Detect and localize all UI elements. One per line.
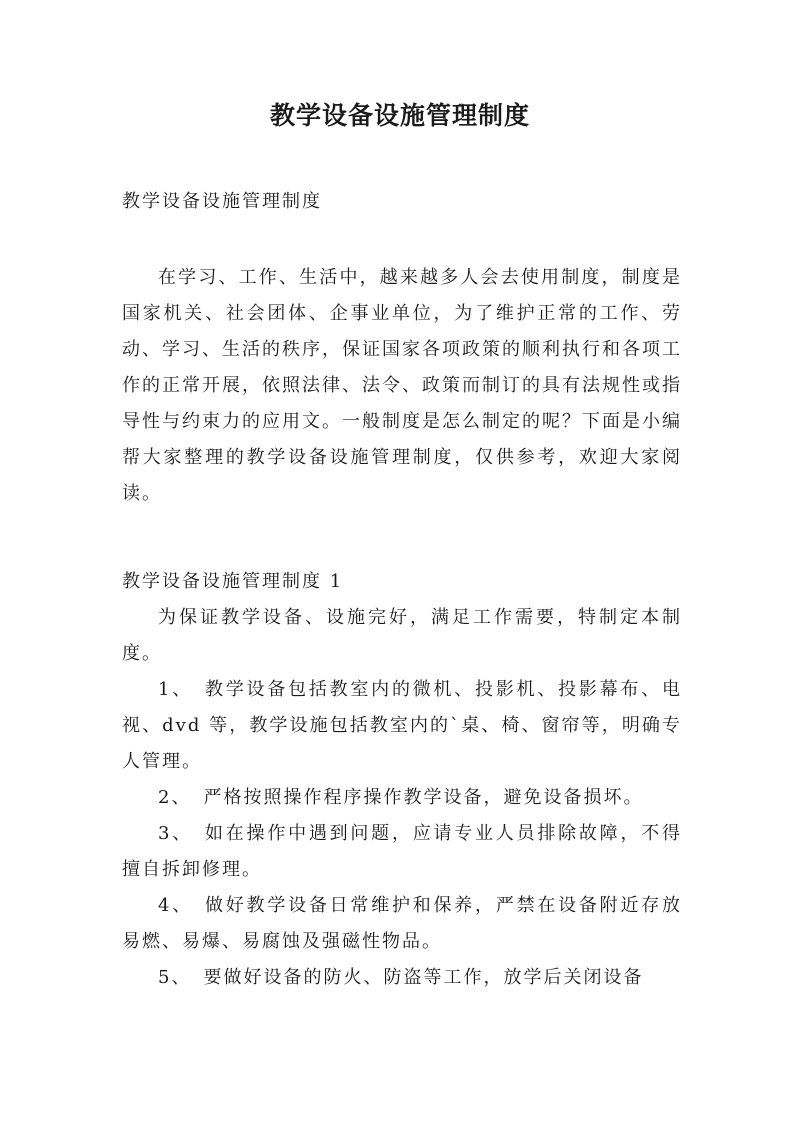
- list-item: [122, 780, 682, 816]
- list-item: [122, 888, 682, 960]
- list-item-number: 3、: [158, 823, 193, 844]
- list-item: [122, 672, 682, 780]
- intro-paragraph: 在学习、工作、生活中，越来越多人会去使用制度，制度是国家机关、社会团体、企事业单位，为了维护正常的工作、劳动、学习、生活的秩序，保证国家各项政策的顺利执行和各项工作的正常开展，依照法律、法令、政策而制订的具有法规性或指导性与约束力的应用文。一般制度是怎么制定的呢？下面是小编帮大家整理的教学设备设施管理制度，仅供参考，欢迎大家阅读。: [122, 267, 682, 504]
- document-title: 教学设备设施管理制度: [269, 101, 530, 130]
- section-lead-paragraph: 为保证教学设备、设施完好，满足工作需要，特制定本制度。: [122, 607, 682, 664]
- list-item-text: 教学设备包括教室内的微机、投影机、投影幕布、电视、dvd 等，教学设施包括教室内的`桌、椅、窗帘等，明确专人管理。: [122, 679, 682, 772]
- list-item-text: 如在操作中遇到问题，应请专业人员排除故障，不得擅自拆卸修理。: [122, 823, 682, 880]
- list-item-text: 要做好设备的防火、防盗等工作，放学后关闭设备: [203, 967, 644, 988]
- list-item-number: 2、: [158, 787, 192, 808]
- list-item: [122, 960, 682, 996]
- list-item-number: 4、: [158, 895, 193, 916]
- section-body: [122, 600, 682, 996]
- list-item-text: 严格按照操作程序操作教学设备，避免设备损坏。: [203, 787, 644, 808]
- list-item: [122, 816, 682, 888]
- list-item-number: 5、: [158, 967, 192, 988]
- document-subtitle: 教学设备设施管理制度: [122, 191, 322, 212]
- list-item-number: 1、: [158, 679, 193, 700]
- section-heading: 教学设备设施管理制度 1: [122, 571, 344, 592]
- list-item-text: 做好教学设备日常维护和保养，严禁在设备附近存放易燃、易爆、易腐蚀及强磁性物品。: [122, 895, 682, 952]
